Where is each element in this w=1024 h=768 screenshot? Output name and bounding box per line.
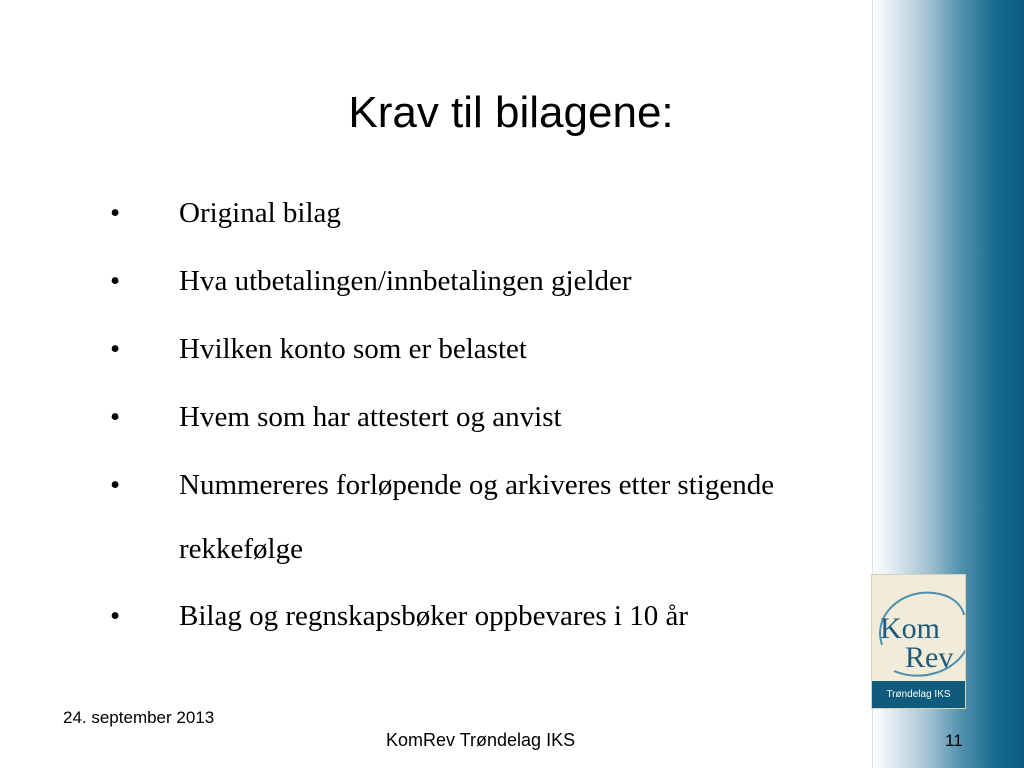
bullet-text: Hvilken konto som er belastet	[179, 333, 527, 365]
bullet-item	[110, 264, 890, 298]
komrev-logo	[871, 574, 966, 709]
bullet-symbol: •	[110, 197, 121, 229]
bullet-text: Nummereres forløpende og arkiveres etter stigende rekkefølge	[179, 469, 775, 565]
bullet-symbol: •	[110, 401, 121, 433]
logo-text-kom: Kom	[880, 612, 940, 645]
page-number: 11	[945, 731, 963, 750]
logo-subtitle: Trøndelag IKS	[872, 681, 965, 708]
slide-title: Krav til bilagene:	[348, 88, 674, 137]
bullet-list	[110, 196, 890, 667]
bullet-text: Original bilag	[179, 197, 341, 229]
bullet-item	[110, 453, 890, 581]
bullet-item	[110, 400, 890, 434]
bullet-symbol: •	[110, 469, 121, 501]
bullet-item	[110, 196, 890, 230]
bullet-text: Hvem som har attestert og anvist	[179, 401, 562, 433]
footer-date: 24. september 2013	[63, 708, 215, 727]
bullet-item	[110, 599, 890, 633]
bullet-symbol: •	[110, 333, 121, 365]
footer-organization: KomRev Trøndelag IKS	[386, 730, 576, 750]
bullet-symbol: •	[110, 600, 121, 632]
logo-text-rev: Rev	[905, 641, 954, 674]
bullet-item	[110, 332, 890, 366]
bullet-text: Bilag og regnskapsbøker oppbevares i 10 år	[179, 600, 688, 632]
bullet-symbol: •	[110, 265, 121, 297]
bullet-text: Hva utbetalingen/innbetalingen gjelder	[179, 265, 632, 297]
